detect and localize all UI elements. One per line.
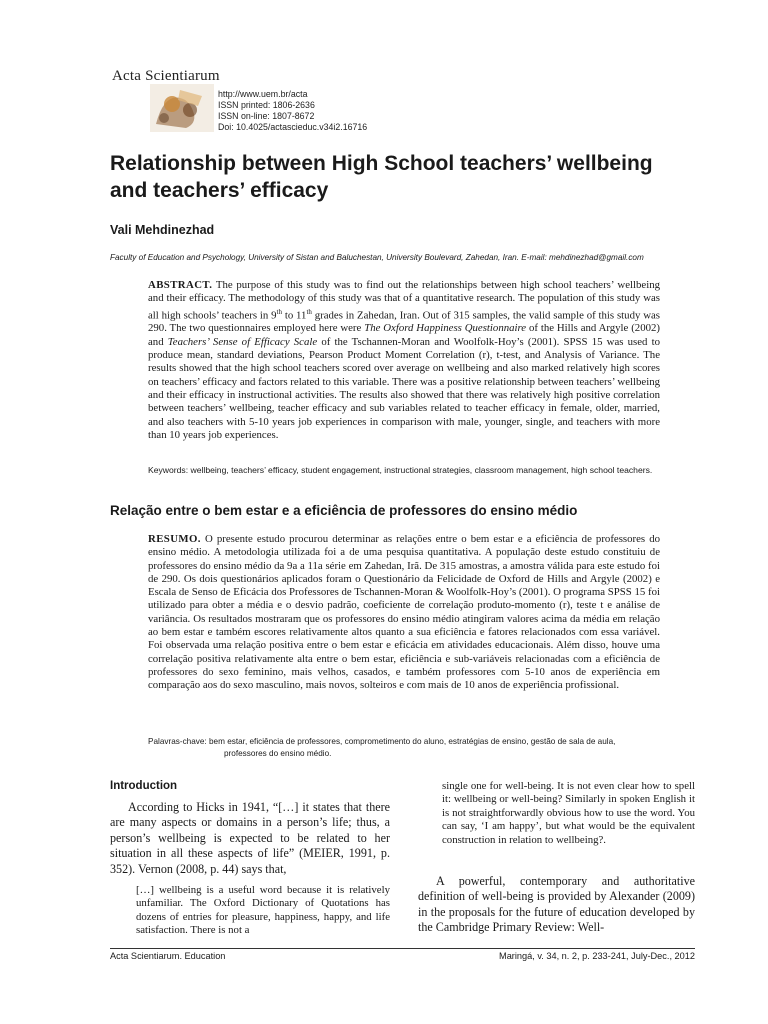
- keywords: [148, 464, 660, 476]
- doi-link[interactable]: Doi: 10.4025/actascieduc.v34i2.16716: [218, 122, 368, 132]
- abstract-text: to 11: [281, 309, 307, 322]
- issn-online: ISSN on-line: 1807-8672: [218, 111, 315, 121]
- palavras-chave: [148, 736, 660, 760]
- journal-meta: [218, 89, 367, 133]
- abstract-text: of the Tschannen-Moran and Woolfolk-Hoy’s (2001). SPSS 15 was used to produce mean, standard deviations, Pearson Product Moment Correlation (r), t-test, and Analysis of Variance. The results showed that the high school teachers scored over average on wellbeing and also marked relatively high scores on teachers’ efficacy and factors related to this variable. There was a positive relationship between teachers’ wellbeing and their efficacy in instructional activities. The results also showed that there was relatively high positive correlation between teachers’ wellbeing, teacher efficacy and sub variables related to teacher efficacy in female, older, married, and also teachers with 5-10 years job experiences in comparison with male, younger, single, and teachers with more than 10 years job experiences.: [148, 335, 660, 441]
- article-author: Vali Mehdinezhad: [110, 223, 215, 237]
- resumo-label: RESUMO.: [148, 533, 201, 545]
- journal-logo-illustration: [150, 84, 214, 132]
- questionnaire-name: The Oxford Happiness Questionnaire: [364, 322, 527, 335]
- portuguese-title: Relação entre o bem estar e a eficiência de professores do ensino médio: [110, 503, 578, 518]
- right-column-paragraph: A powerful, contemporary and authoritative definition of well-being is provided by Alexander (2009) in the proposals for the future of education developed by the Cambridge Primary Review: Well-: [418, 874, 695, 935]
- keywords-label: Keywords:: [148, 465, 189, 475]
- abstract-label: ABSTRACT.: [148, 279, 213, 291]
- abstract-text: grades in Zahedan, Iran. Out of 315 samples, the valid sample of this study was 290. The two questionnaires employed here were: [148, 309, 660, 335]
- journal-url-link[interactable]: http://www.uem.br/acta: [218, 89, 308, 99]
- resumo-text: O presente estudo procurou determinar as relações entre o bem estar e a eficiência de professores do ensino médio. A metodologia utilizada foi a de uma pesquisa quantitativa. A população deste estudo constituiu de professores do ensino médio da 9a a 11a série em Zahedan, Irã. De 315 amostras, a amostra válida para este estudo foi de 290. Os dois questionários aplicados foram o Questionário da Felicidade de Oxford de Hills and Argyle (2002) e Escala de Senso de Eficácia dos Professores de Tschannen-Moran & Woolfolk-Hoy’s (2001). O programa SPSS 15 foi utilizado para obter a média e o desvio padrão, coeficiente de correlação produto-momento (r), teste t e análise de variância. Os resultados mostraram que os professores do ensino médio atingiram valores acima da média em relação ao bem estar e também escores relativamente altos quanto a sua eficiência e fatores relacionados com essa variável. Foi observada uma relação positiva entre o bem estar e eficácia em atividades educacionais. Além disso, houve uma correlação positiva relativamente alta entre o bem estar, eficiência e sub-variáveis relacionadas com a eficiência de professores do sexo feminino, mais velhos, casados, e também professores com 5-10 anos de experiência em comparação aos do sexo masculino, mais novos, solteiros e com mais de 10 anos de experiência profissional.: [148, 533, 660, 692]
- superscript: th: [306, 307, 312, 316]
- keywords-text: wellbeing, teachers’ efficacy, student engagement, instructional strategies, classroom management, high school teachers.: [188, 465, 653, 475]
- introduction-paragraph: According to Hicks in 1941, “[…] it states that there are many aspects or domains in a person’s life; thus, a person’s wellbeing is expected to be related to her situation in all these aspects of life” (MEIER, 1991, p. 352). Vernon (2008, p. 44) says that,: [110, 800, 390, 876]
- footer-divider: [110, 948, 695, 949]
- palavras-chave-text: bem estar, eficiência de professores, comprometimento do aluno, estratégias de ensino, gestão de sala de aula, professores do ensino médio.: [206, 737, 616, 758]
- article-title: Relationship between High School teachers’ wellbeing and teachers’ efficacy: [110, 152, 653, 202]
- abstract: [148, 279, 660, 442]
- block-quote-right: single one for well-being. It is not even clear how to spell it: wellbeing or well-being? Similarly in spoken English it is not straightforwardly obvious how to use the word. You can say, ‘I am happy’, but what would be the equivalent construction in relation to wellbeing?.: [442, 780, 695, 846]
- author-affiliation: Faculty of Education and Psychology, University of Sistan and Baluchestan, University Boulevard, Zahedan, Iran. E-mail: mehdinezhad@gmail.com: [110, 253, 644, 262]
- footer-journal: Acta Scientiarum. Education: [110, 951, 226, 961]
- introduction-heading: Introduction: [110, 780, 178, 792]
- scale-name: Teachers’ Sense of Efficacy Scale: [167, 335, 318, 348]
- abstract-text: The purpose of this study was to find out the relationships between high school teachers’ wellbeing and their efficacy. The methodology of this study was that of a quantitative research. The population of this study was all high schools’ teachers in 9: [148, 279, 660, 322]
- superscript: th: [276, 307, 282, 316]
- resumo: [148, 533, 660, 693]
- issn-printed: ISSN printed: 1806-2636: [218, 100, 315, 110]
- palavras-chave-label: Palavras-chave:: [148, 737, 207, 746]
- footer-citation: Maringá, v. 34, n. 2, p. 233-241, July-Dec., 2012: [499, 951, 695, 961]
- abstract-text: of the Hills and Argyle (2002) and: [148, 322, 660, 348]
- block-quote-left: […] wellbeing is a useful word because it is relatively unfamiliar. The Oxford Dictionary of Quotations has dozens of entries for pleasure, happiness, happy, and life satisfaction. There is not a: [136, 884, 390, 937]
- journal-name: Acta Scientiarum: [112, 68, 220, 84]
